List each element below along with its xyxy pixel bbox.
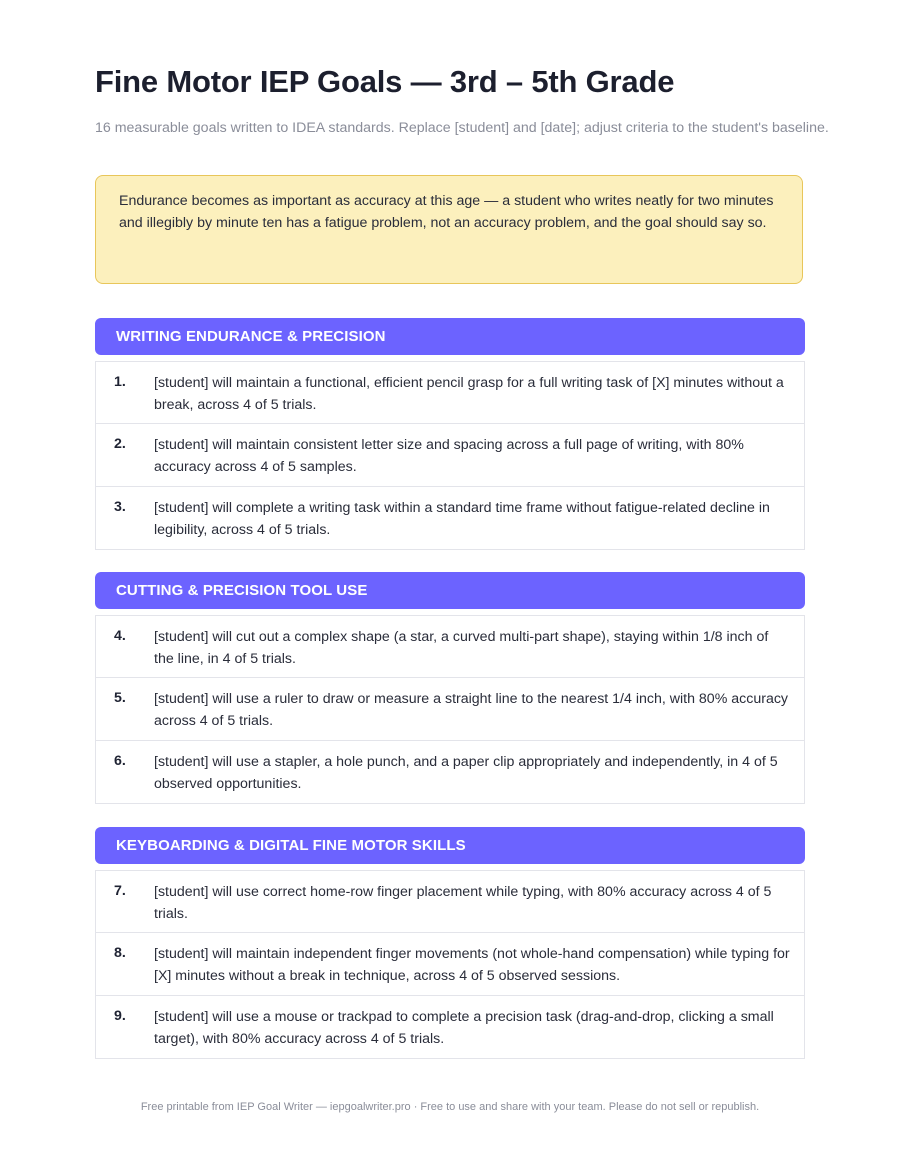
goal-text: [student] will maintain consistent letter size and spacing across a full page of writing, with 80% accuracy across 4 of 5 samples. bbox=[154, 437, 744, 475]
page-footer: Free printable from IEP Goal Writer — iepgoalwriter.pro · Free to use and share with your team. Please do not sell or republish. bbox=[140, 1101, 760, 1113]
goal-list bbox=[95, 870, 805, 1059]
goal-number: 1. bbox=[114, 374, 126, 390]
section-keyboarding bbox=[95, 827, 805, 1059]
goal-list bbox=[95, 615, 805, 804]
goal-number: 8. bbox=[114, 945, 126, 961]
goal-text: [student] will complete a writing task within a standard time frame without fatigue-related decline in legibility, across 4 of 5 trials. bbox=[154, 500, 770, 538]
goal-item bbox=[95, 361, 805, 424]
goal-number: 5. bbox=[114, 690, 126, 706]
section-heading: KEYBOARDING & DIGITAL FINE MOTOR SKILLS bbox=[95, 827, 805, 864]
goal-text: [student] will maintain independent finger movements (not whole-hand compensation) while typing for [X] minutes without a break in technique, across 4 of 5 observed sessions. bbox=[154, 946, 790, 984]
goal-item bbox=[95, 678, 805, 741]
goal-text: [student] will use a stapler, a hole punch, and a paper clip appropriately and independently, in 4 of 5 observed opportunities. bbox=[154, 754, 778, 792]
section-cutting bbox=[95, 572, 805, 804]
goal-item bbox=[95, 996, 805, 1059]
section-writing bbox=[95, 318, 805, 550]
section-heading: CUTTING & PRECISION TOOL USE bbox=[95, 572, 805, 609]
goal-number: 3. bbox=[114, 499, 126, 515]
goal-text: [student] will maintain a functional, efficient pencil grasp for a full writing task of [X] minutes without a break, across 4 of 5 trials. bbox=[154, 375, 784, 413]
goal-text: [student] will use correct home-row finger placement while typing, with 80% accuracy across 4 of 5 trials. bbox=[154, 884, 772, 922]
goal-item bbox=[95, 870, 805, 933]
goal-list bbox=[95, 361, 805, 550]
goal-text: [student] will cut out a complex shape (a star, a curved multi-part shape), staying within 1/8 inch of the line, in 4 of 5 trials. bbox=[154, 629, 769, 667]
goal-text: [student] will use a ruler to draw or measure a straight line to the nearest 1/4 inch, with 80% accuracy across 4 of 5 trials. bbox=[154, 691, 789, 729]
goal-item bbox=[95, 615, 805, 678]
goal-item bbox=[95, 487, 805, 550]
goal-text: [student] will use a mouse or trackpad to complete a precision task (drag-and-drop, clicking a small target), with 80% accuracy across 4 of 5 trials. bbox=[154, 1009, 774, 1047]
goal-number: 7. bbox=[114, 883, 126, 899]
section-heading: WRITING ENDURANCE & PRECISION bbox=[95, 318, 805, 355]
page-title: Fine Motor IEP Goals — 3rd – 5th Grade bbox=[95, 64, 675, 99]
goal-item bbox=[95, 933, 805, 996]
goal-item bbox=[95, 424, 805, 487]
callout-box bbox=[95, 175, 803, 284]
goal-number: 6. bbox=[114, 753, 126, 769]
page-subtitle: 16 measurable goals written to IDEA standards. Replace [student] and [date]; adjust criteria to the student's baseline. bbox=[95, 120, 829, 136]
goal-number: 9. bbox=[114, 1008, 126, 1024]
goal-number: 2. bbox=[114, 436, 126, 452]
callout-text: Endurance becomes as important as accuracy at this age — a student who writes neatly for two minutes and illegibly by minute ten has a fatigue problem, not an accuracy problem, and the goal should say so. bbox=[119, 193, 774, 231]
goal-number: 4. bbox=[114, 628, 126, 644]
goal-item bbox=[95, 741, 805, 804]
